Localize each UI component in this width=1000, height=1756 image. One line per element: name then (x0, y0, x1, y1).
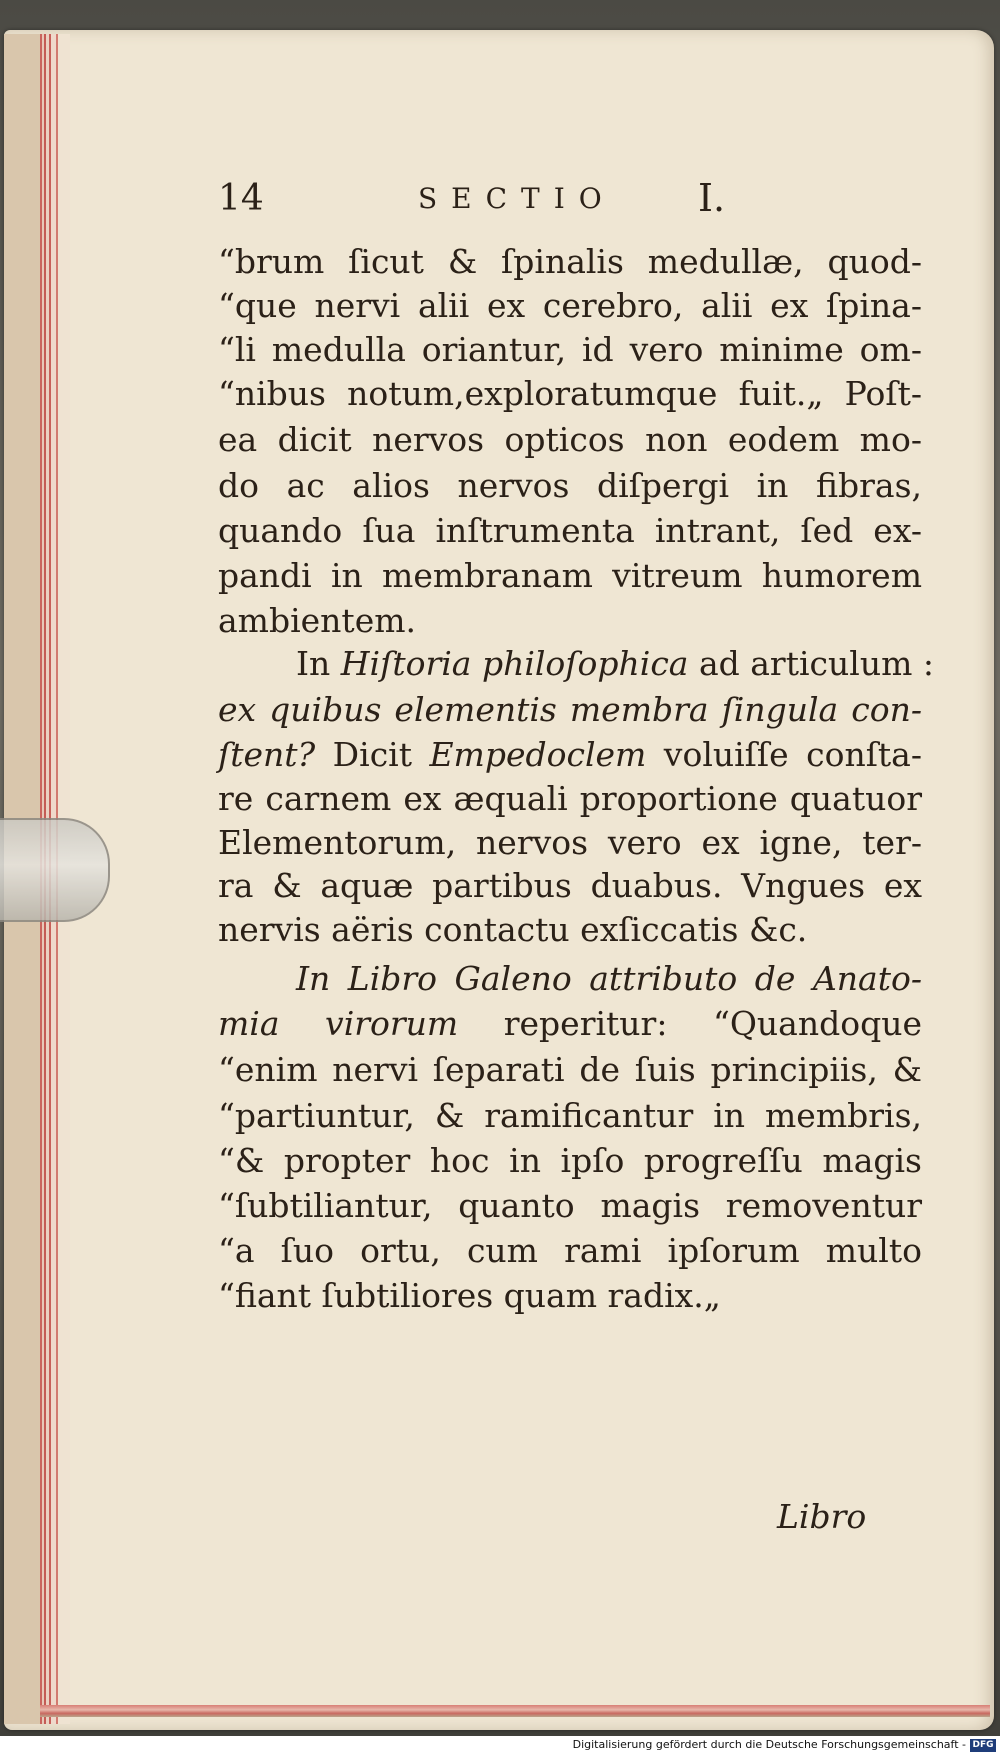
text-line: mia virorum reperitur: “Quandoque (218, 1004, 922, 1043)
section-title: SECTIO (418, 182, 616, 215)
text-line: “fiant ſubtiliores quam radix.„ (218, 1276, 721, 1315)
text-line: “ſubtiliantur, quanto magis removentur (218, 1186, 922, 1225)
digitization-footer (0, 1736, 1000, 1756)
text-line: ambientem. (218, 601, 416, 640)
text-line: re carnem ex æquali proportione quatuor (218, 779, 922, 818)
text-line: ra & aquæ partibus duabus. Vngues ex (218, 866, 922, 905)
text-line: In Hiſtoria philoſophica ad articulum : (296, 644, 934, 683)
text-line: ſtent? Dicit Empedoclem voluiſſe conſta- (218, 735, 922, 774)
text-line: “que nervi alii ex cerebro, alii ex ſpina- (218, 286, 922, 325)
text-line: nervis aëris contactu exſiccatis &c. (218, 910, 808, 949)
text-line: “brum ſicut & ſpinalis medullæ, quod- (218, 242, 922, 281)
page-bottom-edge (40, 1705, 990, 1717)
text-line: “enim nervi ſeparati de ſuis principiis, & (218, 1050, 922, 1089)
section-number: I. (698, 176, 726, 220)
text-line: Elementorum, nervos vero ex igne, ter- (218, 823, 922, 862)
text-line: “nibus notum,exploratumque fuit.„ Poſt- (218, 374, 922, 413)
text-line: quando ſua inſtrumenta intrant, ſed ex- (218, 511, 922, 550)
running-head (218, 178, 738, 228)
bookmark-tab (0, 818, 110, 922)
text-line: ea dicit nervos opticos non eodem mo- (218, 420, 922, 459)
text-line: “partiuntur, & ramificantur in membris, (218, 1096, 922, 1135)
text-line: In Libro Galeno attributo de Anato- (296, 959, 922, 998)
page-number: 14 (218, 178, 264, 219)
catchword: Libro (777, 1497, 867, 1536)
text-line: pandi in membranam vitreum humorem (218, 556, 922, 595)
text-line: “a ſuo ortu, cum rami ipſorum multo (218, 1231, 922, 1270)
text-line: “li medulla oriantur, id vero minime om- (218, 330, 922, 369)
footer-credit: Digitalisierung gefördert durch die Deutsche Forschungsgemeinschaft - (572, 1738, 966, 1751)
dfg-logo: DFG (970, 1739, 996, 1752)
text-line: ex quibus elementis membra ſingula con- (218, 690, 922, 729)
text-line: do ac alios nervos diſpergi in fibras, (218, 466, 922, 505)
text-line: “& propter hoc in ipſo progreſſu magis (218, 1141, 922, 1180)
